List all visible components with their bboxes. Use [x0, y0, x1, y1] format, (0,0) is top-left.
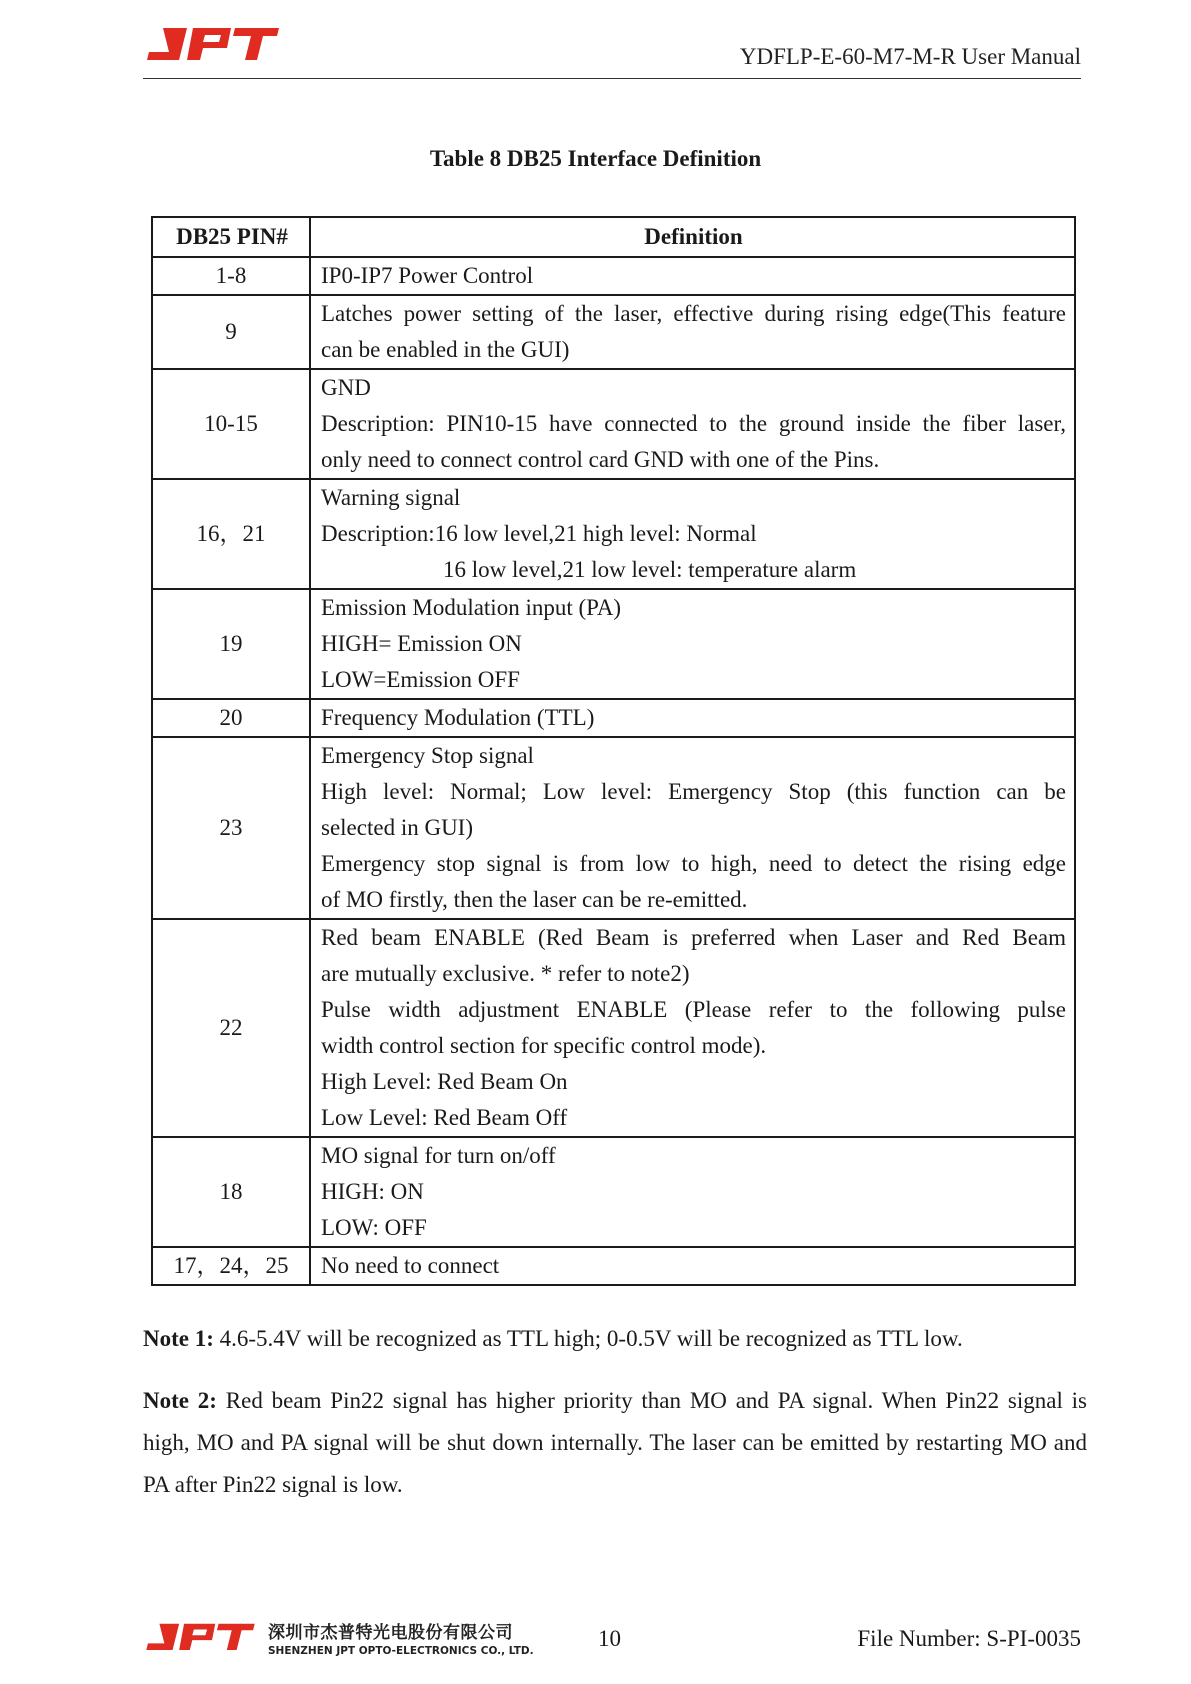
table-row	[152, 295, 1075, 369]
definition-line: MO signal for turn on/off	[321, 1143, 556, 1168]
jpt-logo	[143, 26, 283, 66]
pin-cell: 10-15	[152, 369, 310, 479]
table-row	[152, 1247, 1075, 1285]
definition-line: Frequency Modulation (TTL)	[321, 705, 595, 730]
definition-cell	[310, 479, 1075, 589]
table-row	[152, 369, 1075, 479]
pin-cell: 19	[152, 589, 310, 699]
table-row	[152, 919, 1075, 1137]
pin-cell: 20	[152, 699, 310, 737]
pin-cell: 16，21	[152, 479, 310, 589]
note-2	[143, 1380, 1087, 1506]
definition-cell	[310, 369, 1075, 479]
column-header-pin: DB25 PIN#	[152, 217, 310, 257]
definition-line: HIGH= Emission ON	[321, 631, 522, 656]
definition-line: Low Level: Red Beam Off	[321, 1105, 568, 1130]
definition-line: Emergency Stop signal	[321, 743, 534, 768]
definition-cell	[310, 919, 1075, 1137]
note-1	[143, 1318, 1087, 1360]
company-name-chinese: 深圳市杰普特光电股份有限公司	[268, 1623, 513, 1643]
definition-line: LOW=Emission OFF	[321, 667, 520, 692]
definition-line: only need to connect control card GND with one of the Pins.	[321, 447, 880, 472]
db25-definition-table	[151, 216, 1076, 1286]
definition-line: LOW: OFF	[321, 1215, 427, 1240]
definition-line: High Level: Red Beam On	[321, 1069, 568, 1094]
definition-line: Latches power setting of the laser, effective during rising edge(This feature	[321, 301, 1066, 326]
definition-line: GND	[321, 375, 371, 400]
table-header-row	[152, 217, 1075, 257]
company-name	[268, 1618, 534, 1657]
definition-line: Warning signal	[321, 485, 461, 510]
definition-line: 16 low level,21 low level: temperature alarm	[443, 557, 857, 582]
definition-line: Description: PIN10-15 have connected to the ground inside the fiber laser,	[321, 411, 1066, 436]
definition-line: No need to connect	[321, 1253, 500, 1278]
definition-line: Emission Modulation input (PA)	[321, 595, 622, 620]
table-row	[152, 699, 1075, 737]
table-row	[152, 1137, 1075, 1247]
definition-line: High level: Normal; Low level: Emergency Stop (this function can be	[321, 779, 1066, 804]
pin-cell: 1-8	[152, 257, 310, 295]
definition-cell	[310, 257, 1075, 295]
definition-line: Emergency stop signal is from low to high, need to detect the rising edge	[321, 851, 1066, 876]
definition-line: selected in GUI)	[321, 815, 473, 840]
note-2-label: Note 2:	[143, 1388, 217, 1413]
pin-cell: 22	[152, 919, 310, 1137]
definition-line: of MO firstly, then the laser can be re-emitted.	[321, 887, 748, 912]
definition-cell	[310, 1247, 1075, 1285]
page-header	[143, 22, 1081, 79]
table-row	[152, 589, 1075, 699]
definition-cell	[310, 737, 1075, 919]
note-1-label: Note 1:	[143, 1326, 214, 1351]
definition-cell	[310, 295, 1075, 369]
column-header-definition: Definition	[310, 217, 1075, 257]
jpt-footer-logo	[143, 1622, 258, 1655]
definition-line: can be enabled in the GUI)	[321, 337, 570, 362]
definition-line: Description:16 low level,21 high level: Normal	[321, 521, 757, 546]
definition-line: HIGH: ON	[321, 1179, 424, 1204]
definition-cell	[310, 1137, 1075, 1247]
definition-line: Red beam ENABLE (Red Beam is preferred when Laser and Red Beam	[321, 925, 1066, 950]
document-title: YDFLP-E-60-M7-M-R User Manual	[739, 44, 1081, 69]
definition-line: Pulse width adjustment ENABLE (Please refer to the following pulse	[321, 997, 1066, 1022]
definition-cell	[310, 699, 1075, 737]
definition-line: width control section for specific control mode).	[321, 1033, 767, 1058]
note-1-text: 4.6-5.4V will be recognized as TTL high; 0-0.5V will be recognized as TTL low.	[213, 1326, 963, 1351]
pin-cell: 23	[152, 737, 310, 919]
note-2-text: Red beam Pin22 signal has higher priority than MO and PA signal. When Pin22 signal is high, MO and PA signal will be shut down internally. The laser can be emitted by restarting MO and PA after Pin22 signal is low.	[143, 1388, 1087, 1497]
page-footer	[143, 1612, 1081, 1662]
definition-line: IP0-IP7 Power Control	[321, 263, 534, 288]
table-title: Table 8 DB25 Interface Definition	[429, 146, 762, 171]
page-number: 10	[598, 1626, 621, 1651]
file-number: File Number: S-PI-0035	[857, 1626, 1081, 1651]
pin-cell: 17，24，25	[152, 1247, 310, 1285]
pin-cell: 18	[152, 1137, 310, 1247]
table-row	[152, 257, 1075, 295]
company-name-english: SHENZHEN JPT OPTO-ELECTRONICS CO., LTD.	[268, 1645, 534, 1657]
pin-cell: 9	[152, 295, 310, 369]
table-row	[152, 737, 1075, 919]
table-row	[152, 479, 1075, 589]
definition-line: are mutually exclusive. * refer to note2)	[321, 961, 690, 986]
definition-cell	[310, 589, 1075, 699]
